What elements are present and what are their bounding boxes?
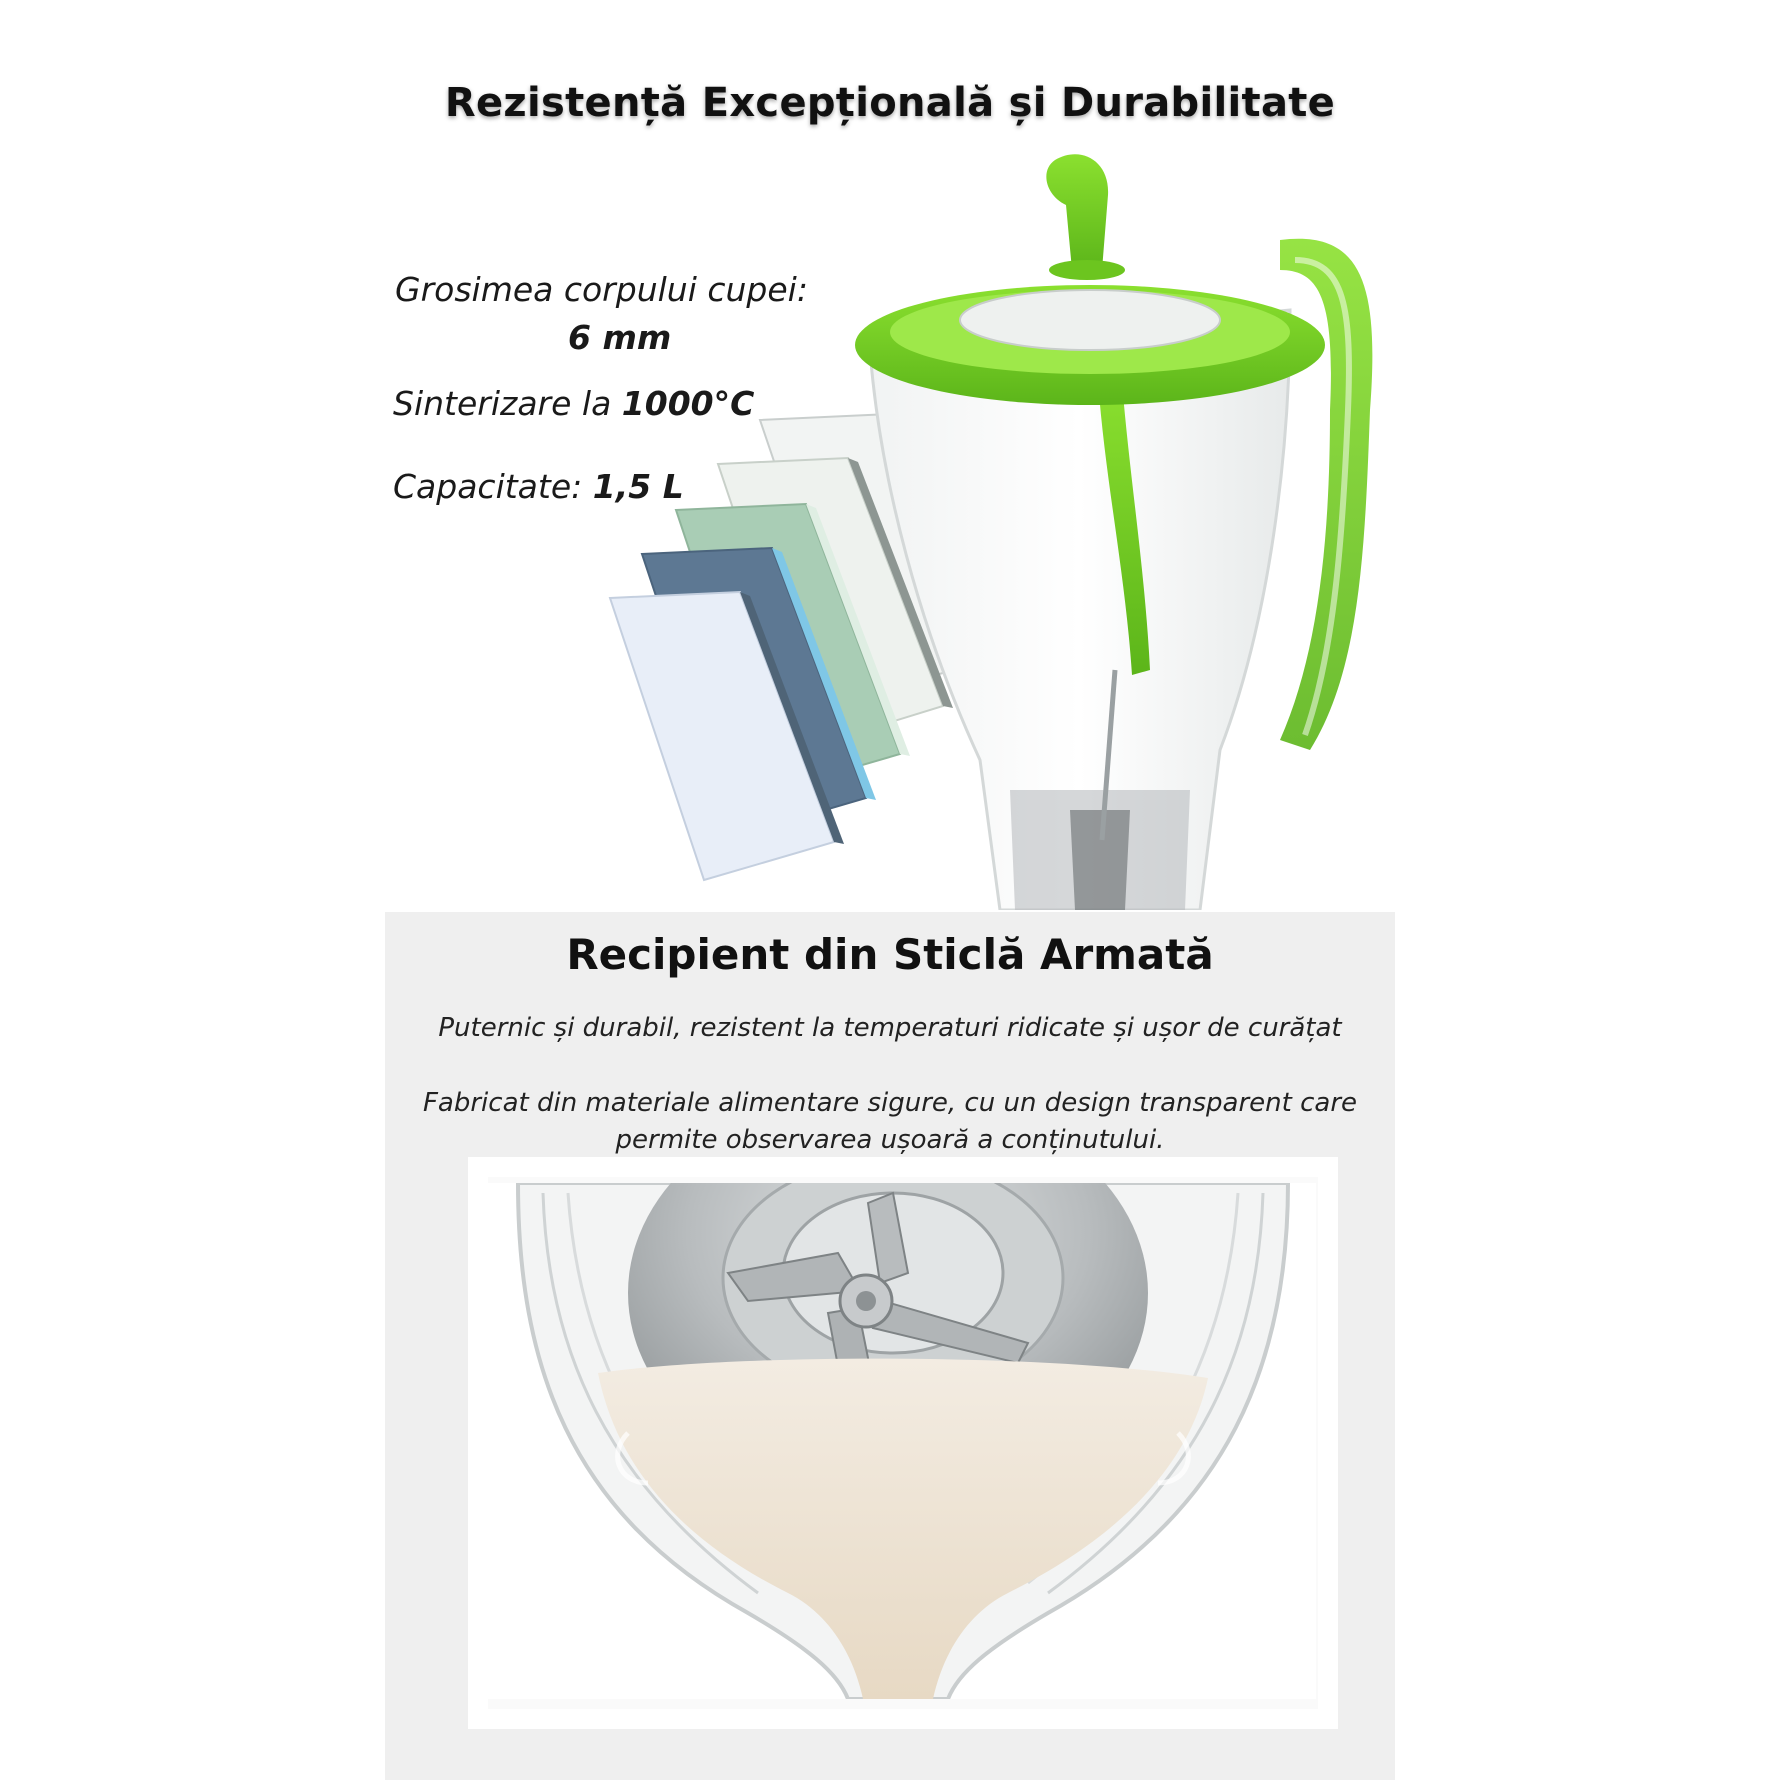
spec-capacity-value: 1,5 L	[592, 467, 684, 506]
blade-closeup-image	[488, 1183, 1316, 1699]
spec-sinter-label: Sinterizare la	[393, 384, 622, 423]
lid-cap-icon	[1046, 154, 1108, 270]
spec-sinter-value: 1000°C	[621, 384, 755, 423]
section-title-durability: Rezistență Excepțională și Durabilitate	[444, 80, 1336, 126]
spec-thickness-label: Grosimea corpului cupei:	[395, 270, 808, 309]
description-strength: Puternic și durabil, rezistent la temperaturi ridicate și ușor de curățat	[438, 1013, 1342, 1043]
spec-thickness-value: 6 mm	[568, 318, 672, 357]
section-title-glass: Recipient din Sticlă Armată	[566, 930, 1214, 979]
description-materials-line-2: permite observarea ușoară a conținutului.	[615, 1125, 1165, 1155]
description-materials	[385, 1085, 1395, 1159]
spec-capacity-label: Capacitate:	[393, 467, 593, 506]
description-materials-line-1: Fabricat din materiale alimentare sigure, cu un design transparent care	[422, 1088, 1358, 1118]
blender-jar-image	[840, 150, 1400, 910]
